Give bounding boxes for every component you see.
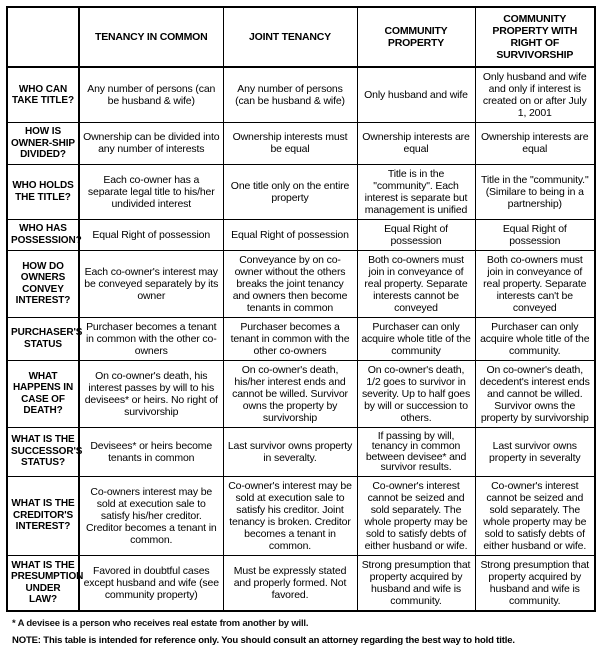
table-row <box>7 427 595 476</box>
cell-tic: Ownership can be divided into any number of interests <box>79 123 223 165</box>
table-row <box>7 555 595 611</box>
cell-tic: Equal Right of possession <box>79 219 223 250</box>
cell-cpros: Both co-owners must join in conveyance of real property. Separate interests can't be conveyed <box>475 250 595 317</box>
table-row <box>7 67 595 123</box>
table-header <box>7 7 595 67</box>
cell-cpros: Last survivor owns property in severalty <box>475 427 595 476</box>
cell-jt: One title only on the entire property <box>223 164 357 219</box>
table-row <box>7 164 595 219</box>
cell-tic: Devisees* or heirs become tenants in common <box>79 427 223 476</box>
cell-cp: Ownership interests are equal <box>357 123 475 165</box>
cell-tic: Purchaser becomes a tenant in common with the other co-owners <box>79 317 223 360</box>
cell-tic: Favored in doubtful cases except husband and wife (see community property) <box>79 555 223 611</box>
row-label: WHO CAN TAKE TITLE? <box>7 67 79 123</box>
cell-cp: If passing by will, tenancy in common between devisee* and survivor results. <box>357 427 475 476</box>
cell-cp: Co-owner's interest cannot be seized and sold separately. The whole property may be sold to satisfy debts of either husband or wife. <box>357 476 475 555</box>
ways-to-hold-title-table <box>6 6 596 612</box>
cell-jt: Any number of persons (can be husband & wife) <box>223 67 357 123</box>
table-row <box>7 360 595 427</box>
cell-cpros: Equal Right of possession <box>475 219 595 250</box>
row-label: WHO HOLDS THE TITLE? <box>7 164 79 219</box>
cell-cpros: Title in the "community." (Similare to being in a partnership) <box>475 164 595 219</box>
cell-cpros: Ownership interests are equal <box>475 123 595 165</box>
table-row <box>7 317 595 360</box>
row-label: WHAT IS THE PRESUMPTION UNDER LAW? <box>7 555 79 611</box>
table-body <box>7 67 595 611</box>
row-label: WHO HAS POSSESSION? <box>7 219 79 250</box>
cell-tic: Co-owners interest may be sold at execution sale to satisfy his/her creditor. Creditor becomes a tenant in common. <box>79 476 223 555</box>
header-row <box>7 7 595 67</box>
row-label: HOW IS OWNER-SHIP DIVIDED? <box>7 123 79 165</box>
cell-jt: Ownership interests must be equal <box>223 123 357 165</box>
cell-cp: Strong presumption that property acquired by husband and wife is community. <box>357 555 475 611</box>
cell-cp: Title is in the "community". Each interest is separate but management is unified <box>357 164 475 219</box>
cell-tic: Any number of persons (can be husband & wife) <box>79 67 223 123</box>
cell-jt: On co-owner's death, his/her interest ends and cannot be willed. Survivor owns the property by survivorship <box>223 360 357 427</box>
cell-cp: Equal Right of possession <box>357 219 475 250</box>
footnote-disclaimer-note: NOTE: This table is intended for reference only. You should consult an attorney regarding the best way to hold title. <box>12 634 515 646</box>
column-header-tenancy-in-common: TENANCY IN COMMON <box>79 7 223 67</box>
footnote-devisee: * A devisee is a person who receives real estate from another by will. <box>12 617 309 629</box>
column-header-community-property-with-ros: COMMUNITY PROPERTY WITH RIGHT OF SURVIVORSHIP <box>475 7 595 67</box>
cell-cpros: Strong presumption that property acquired by husband and wife is community. <box>475 555 595 611</box>
cell-tic: Each co-owner's interest may be conveyed separately by its owner <box>79 250 223 317</box>
table-row <box>7 250 595 317</box>
cell-cpros: Only husband and wife and only if interest is created on or after July 1, 2001 <box>475 67 595 123</box>
cell-cp: Only husband and wife <box>357 67 475 123</box>
footnotes <box>6 617 594 648</box>
row-label: WHAT IS THE SUCCESSOR'S STATUS? <box>7 427 79 476</box>
row-label: WHAT HAPPENS IN CASE OF DEATH? <box>7 360 79 427</box>
table-row <box>7 123 595 165</box>
cell-tic: On co-owner's death, his interest passes by will to his devisees* or heirs. No right of survivorship <box>79 360 223 427</box>
cell-jt: Equal Right of possession <box>223 219 357 250</box>
cell-cp: On co-owner's death, 1/2 goes to survivor in severity. Up to half goes by will or succession to others. <box>357 360 475 427</box>
cell-jt: Must be expressly stated and properly formed. Not favored. <box>223 555 357 611</box>
cell-cpros: Co-owner's interest cannot be seized and sold separately. The whole property may be sold to satisfy debts of either husband or wife. <box>475 476 595 555</box>
table-corner-cell <box>7 7 79 67</box>
row-label: HOW DO OWNERS CONVEY INTEREST? <box>7 250 79 317</box>
cell-cpros: Purchaser can only acquire whole title of the community. <box>475 317 595 360</box>
row-label: WHAT IS THE CREDITOR'S INTEREST? <box>7 476 79 555</box>
column-header-joint-tenancy: JOINT TENANCY <box>223 7 357 67</box>
cell-jt: Last survivor owns property in severalty. <box>223 427 357 476</box>
cell-cp: Purchaser can only acquire whole title of the community <box>357 317 475 360</box>
table-row <box>7 476 595 555</box>
cell-cpros: On co-owner's death, decedent's interest ends and cannot be willed. Survivor owns the property by survivorship <box>475 360 595 427</box>
cell-jt: Co-owner's interest may be sold at execution sale to satisfy his creditor. Joint tenancy is broken. Creditor becomes a tenant in common. <box>223 476 357 555</box>
cell-tic: Each co-owner has a separate legal title to his/her undivided interest <box>79 164 223 219</box>
table-row <box>7 219 595 250</box>
column-header-community-property: COMMUNITY PROPERTY <box>357 7 475 67</box>
cell-cp: Both co-owners must join in conveyance of real property. Separate interests cannot be conveyed <box>357 250 475 317</box>
cell-jt: Conveyance by on co-owner without the others breaks the joint tenancy and owners then become tenants in common <box>223 250 357 317</box>
row-label: PURCHASER'S STATUS <box>7 317 79 360</box>
cell-jt: Purchaser becomes a tenant in common with the other co-owners <box>223 317 357 360</box>
